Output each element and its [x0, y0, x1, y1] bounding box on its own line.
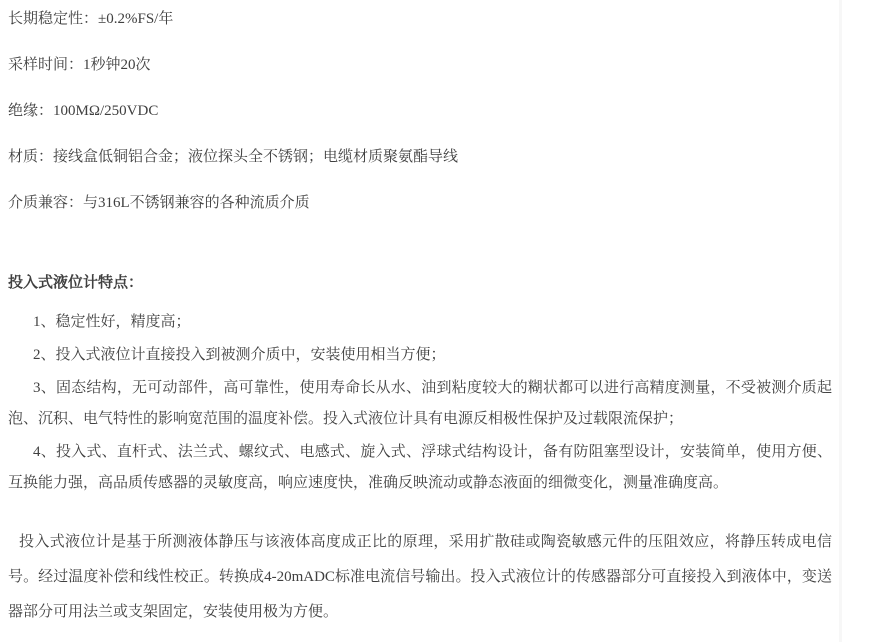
right-divider-line — [839, 0, 842, 642]
features-heading: 投入式液位计特点： — [8, 275, 144, 291]
spec-media-compatibility: 介质兼容：与316L不锈钢兼容的各种流质介质 — [8, 195, 310, 211]
feature-item-4: 4、投入式、直杆式、法兰式、螺纹式、电感式、旋入式、浮球式结构设计，备有防阻塞型设计，安装简单，使用方便、互换能力强，高品质传感器的灵敏度高，响应速度快，准确反映流动或静态液面的细微变化，测量准确度高。 — [8, 444, 832, 491]
spec-insulation: 绝缘：100MΩ/250VDC — [8, 103, 159, 119]
spec-material: 材质：接线盒低铜铝合金；液位探头全不锈钢；电缆材质聚氨酯导线 — [8, 149, 459, 165]
principle-paragraph: 投入式液位计是基于所测液体静压与该液体高度成正比的原理，采用扩散硅或陶瓷敏感元件的压阻效应，将静压转成电信号。经过温度补偿和线性校正。转换成4-20mADC标准电流信号输出。投入式液位计的传感器部分可直接投入到液体中，变送器部分可用法兰或支架固定，安装使用极为方便。 — [8, 534, 832, 620]
feature-item-2: 2、投入式液位计直接投入到被测介质中，安装使用相当方便； — [33, 347, 446, 363]
spec-long-term-stability: 长期稳定性：±0.2%FS/年 — [8, 11, 174, 27]
spec-sampling-time: 采样时间：1秒钟20次 — [8, 57, 151, 73]
feature-item-3: 3、固态结构，无可动部件，高可靠性，使用寿命长从水、油到粘度较大的糊状都可以进行高精度测量，不受被测介质起泡、沉积、电气特性的影响宽范围的温度补偿。投入式液位计具有电源反相极性保护及过载限流保护； — [8, 380, 832, 427]
feature-item-1: 1、稳定性好，精度高； — [33, 314, 191, 330]
